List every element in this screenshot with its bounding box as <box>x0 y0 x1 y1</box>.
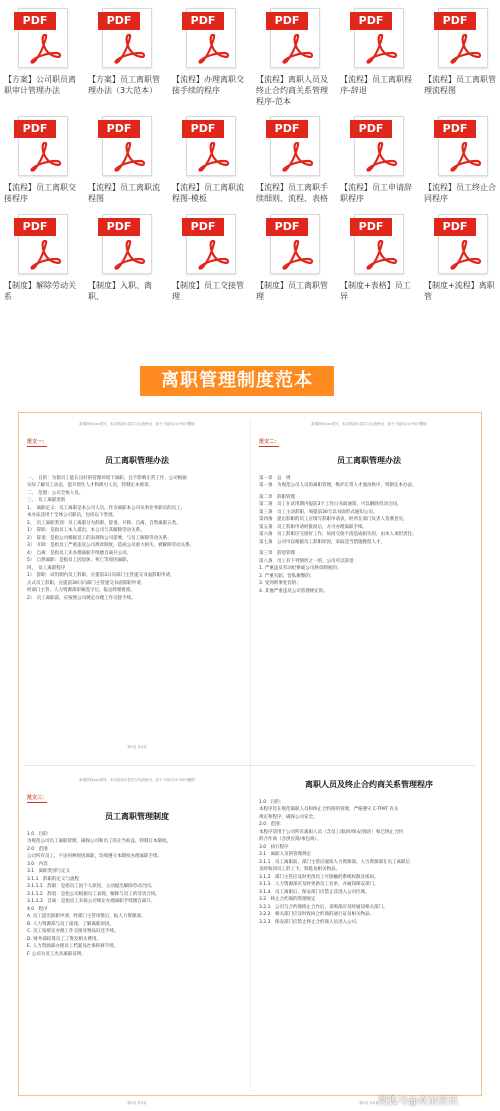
doc-line: 3.2.1 公司与合约商终止合作后，采购部应及时通知相关部门。 <box>259 904 388 910</box>
doc-line: 第一章 总 则 <box>259 475 291 481</box>
doc-line: 2、 员工离职类别：员工离职分为辞职、辞退、开除、自离、自然离职五类。 <box>27 520 181 526</box>
file-label: 【流程】员工离职交接程序 <box>4 183 76 203</box>
document-thumbnail[interactable] <box>27 777 247 1107</box>
pdf-badge: PDF <box>434 120 476 138</box>
doc-line: 第四条 提出辞职的员工应填写辞职申请表，经所在部门负责人签署意见。 <box>259 517 408 522</box>
acrobat-icon <box>28 238 62 270</box>
pdf-icon <box>266 4 324 70</box>
acrobat-icon <box>196 140 230 172</box>
acrobat-icon <box>28 32 62 64</box>
pdf-icon <box>350 4 408 70</box>
doc-line: 3.1 离职人员的管理规定 <box>259 852 312 857</box>
acrobat-icon <box>280 238 314 270</box>
file-label: 【制度+表格】员工异 <box>340 281 411 301</box>
doc-line: 2.0 范围 <box>27 846 48 852</box>
pdf-file-item[interactable] <box>88 4 166 107</box>
document-thumbnail[interactable] <box>259 777 479 1107</box>
pdf-file-item[interactable] <box>340 112 418 215</box>
doc-line: 3.1.1.3 自离：是指员工未按公司规定办理离职手续擅自离开。 <box>27 899 156 904</box>
doc-line: F. 公司为员工出具离职证明。 <box>27 951 86 957</box>
acrobat-icon <box>448 140 482 172</box>
file-label: 【流程】员工离职流程图-模板 <box>172 183 244 203</box>
doc-line: 第二章 辞职管理 <box>259 494 295 500</box>
doc-line: 2） 员工离职前，应按照公司规定办理工作交接手续。 <box>27 595 136 601</box>
pdf-badge: PDF <box>266 12 308 30</box>
doc-line: C. 员工按规定办理工作交接及物品归还手续。 <box>27 929 119 934</box>
pdf-badge: PDF <box>14 120 56 138</box>
file-label: 【流程】员工申请辞职程序 <box>340 183 412 203</box>
acrobat-icon <box>280 140 314 172</box>
doc-line: 4.0 程序 <box>27 906 48 912</box>
file-label: 【流程】员工离职手续细则、流程、表格 <box>256 183 328 203</box>
doc-footer: 第1页 共3页 <box>127 1100 147 1105</box>
doc-title: 员工离职管理制度 <box>105 812 169 821</box>
acrobat-icon <box>280 32 314 64</box>
pdf-icon <box>266 112 324 178</box>
doc-tag: 范文三： <box>27 795 47 804</box>
file-label: 【制度】解除劳动关系 <box>4 281 76 301</box>
acrobat-icon <box>364 238 398 270</box>
pdf-badge: PDF <box>98 218 140 236</box>
file-label: 【制度】员工离职管理 <box>256 281 328 301</box>
pdf-file-item[interactable] <box>88 112 166 215</box>
file-label: 【流程】办理离职交接手续的程序 <box>172 75 244 95</box>
doc-line: 二、 范围：公司全体人员。 <box>27 490 84 496</box>
doc-line: 的合作商（含供应商/承包商）。 <box>259 837 322 842</box>
pdf-file-item[interactable] <box>88 210 166 313</box>
doc-line: 2.0 范围： <box>259 822 285 827</box>
doc-line: 第三章 辞退管理 <box>259 551 295 556</box>
doc-line: 1.0 目的 <box>27 831 48 837</box>
pdf-badge: PDF <box>14 12 56 30</box>
pdf-badge: PDF <box>182 12 224 30</box>
doc-line: A. 员工提出辞职申请，经部门主管审批后，报人力资源部。 <box>27 914 146 919</box>
acrobat-icon <box>448 238 482 270</box>
doc-line: 公司所有员工，不论何种原因离职，均须遵守本制度办理离职手续。 <box>27 854 162 859</box>
acrobat-icon <box>196 32 230 64</box>
pdf-badge: PDF <box>266 218 308 236</box>
doc-header: 新增资料xxx系列，本站资源仅供学习交流使用，请于下载后24小时内删除 <box>79 778 195 782</box>
doc-line: 及时收回员工的工卡、钥匙及相关物品。 <box>259 867 340 872</box>
pdf-icon <box>14 4 72 70</box>
pdf-badge: PDF <box>98 12 140 30</box>
file-grid <box>0 0 500 310</box>
pdf-badge: PDF <box>266 120 308 138</box>
doc-line: 3.1.1 员工离职前，部门主管应通知人力资源部，人力资源部在员工离职后 <box>259 859 410 865</box>
doc-line: 3.2 终止合约商的管理规定 <box>259 897 316 902</box>
pdf-file-item[interactable] <box>256 112 334 215</box>
file-label: 【流程】员工离职流程图 <box>88 183 160 203</box>
pdf-icon <box>434 210 492 276</box>
doc-line: 3） 开除：是指员工严重违反公司规章制度，造成公司重大损失，被解除劳动关系。 <box>27 543 195 548</box>
pdf-file-item[interactable] <box>172 4 250 107</box>
pdf-icon <box>182 4 240 70</box>
pdf-icon <box>182 112 240 178</box>
acrobat-icon <box>112 140 146 172</box>
doc-line: 第一条 为规范公司人员的离职管理，维护正常人才流动秩序，特制定本办法。 <box>259 483 417 488</box>
section-title: 离职管理制度范本 <box>140 366 334 396</box>
doc-line: 2） 辞退：是指公司根据员工的表现和公司需要，与员工解除劳动关系。 <box>27 535 172 541</box>
file-label: 【流程】员工离职程序-辞退 <box>340 75 412 95</box>
pdf-badge: PDF <box>14 218 56 236</box>
acrobat-icon <box>196 238 230 270</box>
pdf-icon <box>14 210 72 276</box>
doc-line: E. 人力资源部办理员工档案及社保转移手续。 <box>27 944 119 949</box>
pdf-file-item[interactable] <box>4 112 82 215</box>
file-label: 【方案】公司职员离职审计管理办法 <box>4 75 76 95</box>
doc-line: 3.1.1.2 辞退：是指公司根据员工表现，解除与员工的劳动合同。 <box>27 891 160 897</box>
pdf-icon <box>98 112 156 178</box>
pdf-badge: PDF <box>98 120 140 138</box>
pdf-icon <box>350 112 408 178</box>
pdf-icon <box>98 4 156 70</box>
pdf-badge: PDF <box>350 218 392 236</box>
pdf-file-item[interactable] <box>4 210 82 313</box>
doc-line: 3.0 执行程序 <box>259 844 289 850</box>
file-label: 【流程】员工终止合同程序 <box>424 183 496 203</box>
doc-line: 实际了解员工动态，提升留住人才和吸引人员，特制定本规章。 <box>27 483 153 488</box>
doc-footer: 第1页 共2页 <box>359 1100 379 1105</box>
file-label: 【流程】员工离职管理流程图 <box>424 75 496 95</box>
watermark: 搜狐号@欢谊资讯 <box>378 1096 458 1107</box>
file-label: 【制度】员工交接管理 <box>172 281 244 301</box>
pdf-file-item[interactable] <box>424 112 500 215</box>
doc-line: 5） 自然离职：是指员工因退休、死亡等原因离职。 <box>27 558 132 563</box>
doc-tag: 范文一： <box>27 439 47 448</box>
doc-line: 四、 员工离职程序 <box>27 565 66 571</box>
doc-line: 3.1.2 部门主管应及时更改员工可接触的系统权限及密码。 <box>259 874 379 880</box>
pdf-badge: PDF <box>434 12 476 30</box>
acrobat-icon <box>364 32 398 64</box>
doc-line: 第二条 员工在试用期内提前3个工作日书面通知，可以解除劳动合同。 <box>259 502 402 507</box>
doc-title: 员工离职管理办法 <box>105 456 169 465</box>
pdf-file-item[interactable] <box>424 210 500 313</box>
doc-line: 第三条 员工主动辞职，须提前30天以书面形式通知公司。 <box>259 509 378 515</box>
doc-line: 1） 辞职：试用期内员工辞职，应提前3日向部门主管递交书面辞职申请， <box>27 573 175 578</box>
doc-line: 本程序适用于公司所有离职人员（含员工/临时/保安/保洁）和已终止合约 <box>259 829 404 835</box>
pdf-icon <box>14 112 72 178</box>
doc-line: 为规范公司员工离职管理，确保公司和员工的正当权益，特制订本制度。 <box>27 839 171 844</box>
doc-line: B. 人力资源部与员工面谈，了解离职原因。 <box>27 921 114 927</box>
doc-line: 3. 受到刑事处罚的； <box>259 581 301 586</box>
pdf-file-item[interactable] <box>424 4 500 107</box>
doc-line: 3.1.4 员工离职后，保安部门应禁止其进入公司区域。 <box>259 889 370 895</box>
pdf-icon <box>182 210 240 276</box>
pdf-badge: PDF <box>350 120 392 138</box>
pdf-file-item[interactable] <box>256 210 334 313</box>
pdf-file-item[interactable] <box>172 112 250 215</box>
doc-line: 1.0 目的： <box>259 799 285 805</box>
doc-title: 员工离职管理办法 <box>337 456 401 465</box>
doc-line: 本程序旨在规范离职人员和终止合约商的管理，严格遵守 C-TPAT 有关 <box>259 807 399 812</box>
acrobat-icon <box>364 140 398 172</box>
pdf-icon <box>434 112 492 178</box>
doc-header: 新增资料xxx系列，本站资源仅供学习交流使用，请于下载后24小时内删除 <box>79 422 195 426</box>
doc-line: 3.1.1.1 辞职：是指员工因个人原因，主动提出解除劳动合同。 <box>27 884 156 889</box>
file-label: 【方案】员工离职管理办法（3大范本） <box>88 75 160 95</box>
pdf-file-item[interactable] <box>4 4 82 107</box>
acrobat-icon <box>112 32 146 64</box>
doc-line: 2. 严重失职、营私舞弊的； <box>259 573 315 579</box>
doc-line: 规定和程序，确保公司安全。 <box>259 814 318 820</box>
doc-line: 第八条 员工有下列情形之一的，公司可以辞退： <box>259 558 358 564</box>
doc-line: 4） 自离：是指员工未办理离职手续擅自离开公司。 <box>27 550 132 556</box>
doc-line: D. 财务部结算员工工资及相关费用。 <box>27 936 101 942</box>
doc-line: 三、 员工离职类别 <box>27 498 66 503</box>
doc-line: 1. 严重违反劳动纪律或公司规章制度的； <box>259 566 342 571</box>
pdf-icon <box>434 4 492 70</box>
pdf-file-item[interactable] <box>340 210 418 313</box>
file-label: 【制度】入职、离职、 <box>88 281 152 301</box>
doc-line: 第五条 员工辞职申请经批准后，方可办理离职手续。 <box>259 524 367 530</box>
pdf-file-item[interactable] <box>256 4 334 107</box>
doc-line: 正式员工辞职，应提前30日向部门主管递交书面辞职申请， <box>27 580 146 586</box>
doc-line: 本办法适用于全体公司职员，包括以下类别。 <box>27 513 117 518</box>
divider <box>250 419 251 1091</box>
doc-title: 离职人员及终止合约商关系管理程序 <box>305 780 433 789</box>
doc-line: 第七条 公司可以根据员工辞职原因，采取适当措施挽留人才。 <box>259 539 385 545</box>
doc-line: 3.2.3 保安部门应禁止终止合约商人员进入公司。 <box>259 919 361 925</box>
acrobat-icon <box>28 140 62 172</box>
acrobat-icon <box>112 238 146 270</box>
pdf-icon <box>266 210 324 276</box>
doc-line: 3.0 内容 <box>27 861 48 867</box>
pdf-badge: PDF <box>182 120 224 138</box>
doc-header: 新增资料xxx系列，本站资源仅供学习交流使用，请于下载后24小时内删除 <box>311 422 427 426</box>
pdf-file-item[interactable] <box>172 210 250 313</box>
doc-line: 3.1.1 辞职的定义与流程 <box>27 876 79 882</box>
pdf-icon <box>98 210 156 276</box>
pdf-icon <box>350 210 408 276</box>
file-label: 【制度+流程】离职管 <box>424 281 495 301</box>
file-label: 【流程】离职人员及终止合约商关系管理程序-范本 <box>256 75 328 106</box>
doc-footer: 第1页 共4页 <box>127 744 147 749</box>
doc-line: 3.2.2 相关部门应及时收回合约商的通行证及相关物品。 <box>259 912 374 917</box>
pdf-file-item[interactable] <box>340 4 418 107</box>
doc-line: 3.1.3 人力资源部应及时更新员工名单，并通知保安部门。 <box>259 882 379 887</box>
divider <box>25 765 475 766</box>
document-thumbnail[interactable] <box>259 421 479 751</box>
doc-line: 经部门主管、人力资源部审核签字后，报总经理批准。 <box>27 588 135 593</box>
pdf-badge: PDF <box>434 218 476 236</box>
doc-tag: 范文二： <box>259 439 279 448</box>
doc-line: 1） 辞职：是指员工本人提出，本公司与其解除劳动关系。 <box>27 528 145 533</box>
acrobat-icon <box>448 32 482 64</box>
pdf-badge: PDF <box>350 12 392 30</box>
doc-line: 1、 离职定义：员工离职是本公司人员，作为离职本公司从事业务职员的员工。 <box>27 505 186 511</box>
doc-line: 第六条 员工辞职应交接好工作，如因交接不清造成损失的，由本人承担责任。 <box>259 532 417 537</box>
document-thumbnail[interactable] <box>27 421 247 751</box>
doc-line: 4. 其他严重违反公司管理规定的。 <box>259 588 328 594</box>
pdf-badge: PDF <box>182 218 224 236</box>
doc-line: 3.1 离职类别与定义 <box>27 869 71 874</box>
doc-line: 一、 目的：为使员工能在良好的管理环境下离职，且不影响正常工作，公司根据 <box>27 475 187 481</box>
